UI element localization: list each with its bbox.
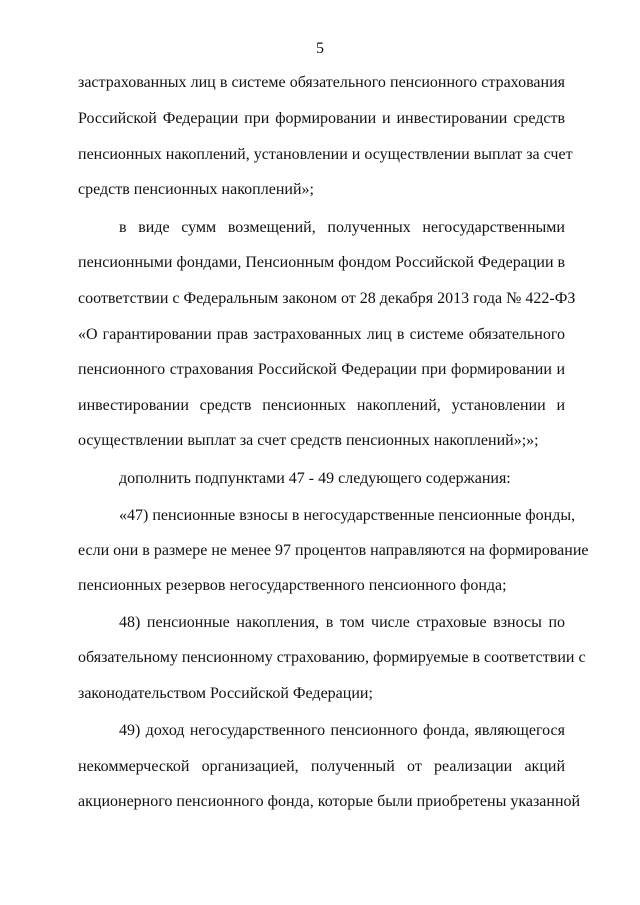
text-line: обязательному пенсионному страхованию, формируемые в соответствии с bbox=[78, 649, 586, 666]
text-line: пенсионными фондами, Пенсионным фондом Российской Федерации в bbox=[78, 254, 566, 271]
text-line: пенсионных накоплений, установлении и осуществлении выплат за счет bbox=[78, 146, 573, 163]
page-number: 5 bbox=[316, 40, 324, 57]
text-line: 49) доход негосударственного пенсионного фонда, являющегося bbox=[119, 722, 565, 739]
text-line: осуществлении выплат за счет средств пенсионных накоплений»;»; bbox=[78, 432, 539, 449]
text-line: пенсионных резервов негосударственного пенсионного фонда; bbox=[78, 577, 507, 594]
text-line: некоммерческой организацией, полученный от реализации акций bbox=[78, 758, 565, 775]
text-line: застрахованных лиц в системе обязательного пенсионного страхования bbox=[78, 74, 565, 91]
text-line: законодательством Российской Федерации; bbox=[78, 685, 373, 702]
text-line: акционерного пенсионного фонда, которые были приобретены указанной bbox=[78, 793, 581, 810]
text-line: пенсионного страхования Российской Федерации при формировании и bbox=[78, 361, 565, 378]
text-line: «47) пенсионные взносы в негосударственные пенсионные фонды, bbox=[119, 507, 576, 524]
text-line: дополнить подпунктами 47 - 49 следующего содержания: bbox=[119, 470, 511, 487]
text-line: средств пенсионных накоплений»; bbox=[78, 181, 314, 198]
text-line: «О гарантировании прав застрахованных лиц в системе обязательного bbox=[78, 326, 565, 343]
text-line: 48) пенсионные накопления, в том числе страховые взносы по bbox=[119, 614, 565, 631]
text-line: Российской Федерации при формировании и инвестировании средств bbox=[78, 110, 565, 127]
text-line: инвестировании средств пенсионных накоплений, установлении и bbox=[78, 397, 565, 414]
text-line: если они в размере не менее 97 процентов направляются на формирование bbox=[78, 542, 589, 559]
text-line: в виде сумм возмещений, полученных негосударственными bbox=[119, 219, 565, 236]
text-line: соответствии с Федеральным законом от 28 декабря 2013 года № 422-ФЗ bbox=[78, 290, 576, 307]
